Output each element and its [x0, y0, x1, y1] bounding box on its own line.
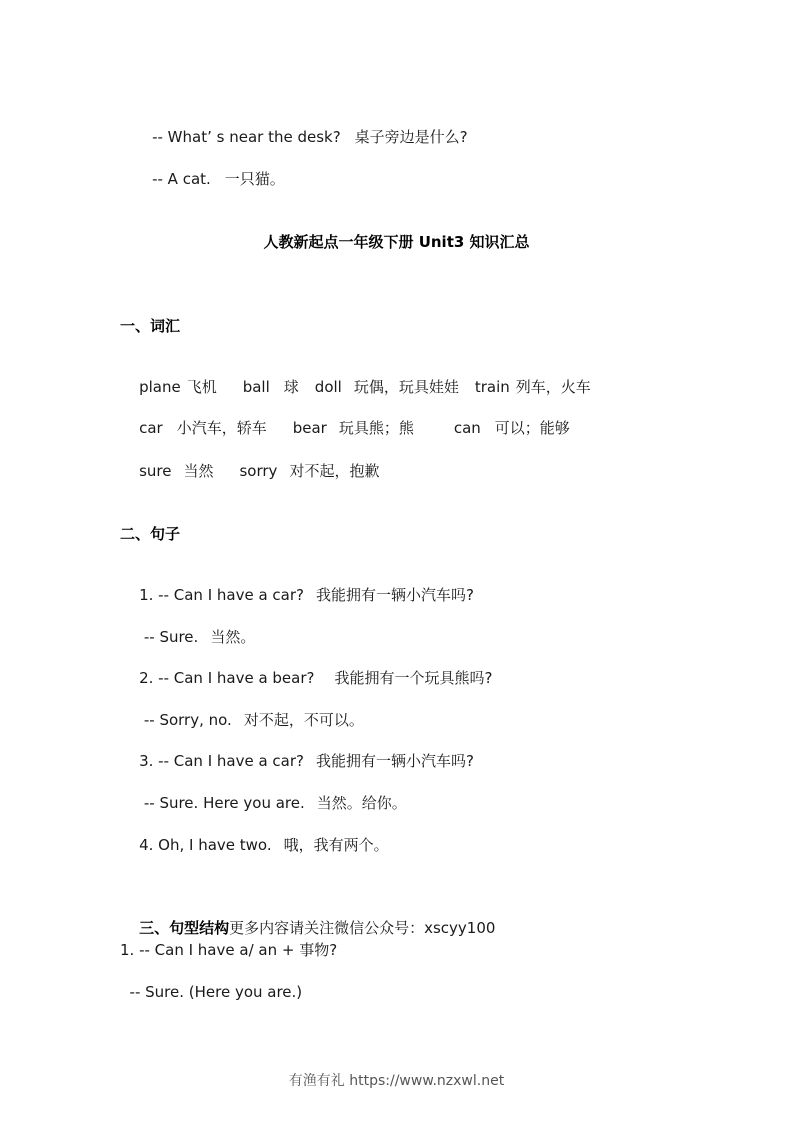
vocab-en: car	[139, 419, 163, 437]
vocab-cn: 飞机	[186, 378, 217, 396]
sentence-en: 3. -- Can I have a car?	[139, 752, 304, 770]
dialogue-answer-en: -- A cat.	[152, 170, 211, 188]
wechat-note: 更多内容请关注微信公众号：xscyy100	[229, 919, 496, 937]
vocab-en: can	[453, 419, 481, 437]
dialogue-answer	[133, 149, 285, 209]
vocab-en: train	[474, 378, 510, 396]
sentence-cn: 当然。	[210, 628, 256, 646]
vocab-cn: 对不起，抱歉	[289, 462, 380, 480]
footer-watermark: 有渔有礼 https://www.nzxwl.net	[288, 1073, 505, 1089]
section-heading-structures-title: 三、句型结构	[139, 919, 230, 937]
dialogue-question-cn: 桌子旁边是什么?	[354, 128, 468, 146]
vocab-cn: 玩偶，玩具娃娃	[353, 378, 459, 396]
sentence-cn: 我能拥有一个玩具熊吗?	[334, 669, 493, 687]
vocab-cn: 列车，火车	[515, 378, 591, 396]
section-heading-vocabulary: 一、词汇	[120, 317, 181, 335]
vocab-cn: 球	[283, 378, 299, 396]
sentence-en: 2. -- Can I have a bear?	[139, 669, 315, 687]
sentence-en: -- Sorry, no.	[139, 711, 232, 729]
vocab-cn: 小汽车，轿车	[176, 419, 267, 437]
dialogue-answer-cn: 一只猫。	[224, 170, 285, 188]
dialogue-question-en: -- What’ s near the desk?	[152, 128, 341, 146]
sentence-cn: 当然。给你。	[316, 794, 407, 812]
sentence-cn: 我能拥有一辆小汽车吗?	[315, 586, 474, 604]
sentence-cn: 我能拥有一辆小汽车吗?	[315, 752, 474, 770]
vocab-en: ball	[242, 378, 270, 396]
vocab-en: bear	[292, 419, 327, 437]
section-heading-sentences: 二、句子	[120, 525, 181, 543]
sentence-en: 1. -- Can I have a car?	[139, 586, 304, 604]
sentence-en: -- Sure.	[139, 628, 199, 646]
vocab-en: sorry	[239, 462, 278, 480]
vocab-cn: 玩具熊；熊	[338, 419, 414, 437]
vocab-en: doll	[314, 378, 342, 396]
sentence-en: -- Sure. Here you are.	[139, 794, 305, 812]
sentence-en: 4. Oh, I have two.	[139, 836, 272, 854]
sentence-cn: 哦，我有两个。	[283, 836, 389, 854]
vocab-row-3	[120, 441, 379, 501]
vocab-cn: 可以；能够	[494, 419, 570, 437]
structure-line: 1. -- Can I have a/ an + 事物?	[120, 941, 338, 959]
vocab-en: sure	[139, 462, 172, 480]
sentence-cn: 对不起，不可以。	[243, 711, 364, 729]
structure-line: -- Sure. (Here you are.)	[120, 983, 303, 1001]
page-title: 人教新起点一年级下册 Unit3 知识汇总	[263, 233, 530, 251]
sentence-line	[120, 815, 389, 875]
vocab-cn: 当然	[183, 462, 214, 480]
vocab-en: plane	[139, 378, 181, 396]
